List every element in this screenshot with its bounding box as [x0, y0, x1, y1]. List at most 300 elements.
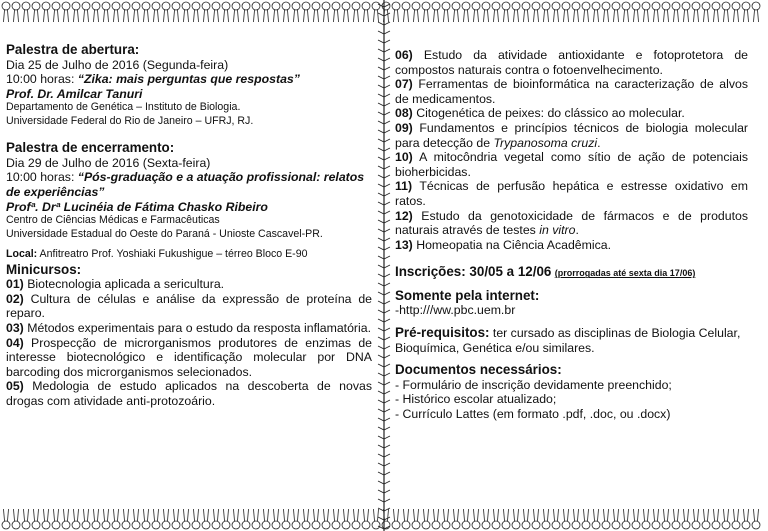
lipid-head-icon: [602, 521, 610, 529]
lipid-tail-icon: [474, 509, 479, 521]
lipid-head-icon: [352, 521, 360, 529]
closing-time-line: [6, 170, 372, 199]
lipid-tail-icon: [734, 10, 739, 22]
documentos-label: Documentos necessários:: [395, 362, 562, 378]
lipid-tail-icon: [344, 10, 349, 22]
lipid-head-icon: [452, 521, 460, 529]
minicurso-text: Prospecção de microrganismos produtores de enzimas de interesse biotecnológico e identificação molecular por DNA barcoding dos microrganismos selecionados.: [6, 335, 372, 379]
lipid-tail-icon: [614, 509, 619, 521]
inscricoes-label: Inscrições: 30/05 a 12/06: [395, 264, 552, 280]
lipid-head-icon: [142, 2, 150, 10]
lipid-tail-icon: [564, 509, 569, 521]
lipid-tail-icon: [194, 10, 199, 22]
lipid-head-icon: [352, 2, 360, 10]
lipid-head-icon: [602, 2, 610, 10]
lipid-tail-icon: [484, 509, 489, 521]
lipid-head-icon: [612, 521, 620, 529]
minicurso-text: Ferramentas de bioinformática na caracterização de alvos de medicamentos.: [395, 77, 748, 106]
lipid-tail-icon: [374, 10, 379, 22]
lipid-head-icon: [272, 2, 280, 10]
lipid-head-icon: [412, 521, 420, 529]
lipid-head-icon: [302, 2, 310, 10]
lipid-tail-icon: [304, 509, 309, 521]
lipid-head-icon: [682, 521, 690, 529]
lipid-head-icon: [482, 2, 490, 10]
lipid-head-icon: [462, 521, 470, 529]
lipid-head-icon: [532, 521, 540, 529]
lipid-head-icon: [182, 2, 190, 10]
lipid-head-icon: [432, 2, 440, 10]
lipid-tail-icon: [694, 10, 699, 22]
lipid-tail-icon: [54, 10, 59, 22]
minicurso-text: Biotecnologia aplicada a sericultura.: [23, 277, 225, 292]
lipid-head-icon: [162, 521, 170, 529]
lipid-head-icon: [342, 521, 350, 529]
lipid-tail-icon: [414, 509, 419, 521]
lipid-head-icon: [752, 521, 760, 529]
lipid-tail-icon: [84, 10, 89, 22]
lipid-tail-icon: [444, 509, 449, 521]
closing-heading: Palestra de encerramento:: [6, 140, 175, 156]
lipid-tail-icon: [234, 10, 239, 22]
lipid-tail-icon: [94, 10, 99, 22]
minicurso-number: 01): [6, 277, 24, 292]
lipid-tail-icon: [484, 10, 489, 22]
lipid-head-icon: [442, 2, 450, 10]
lipid-tail-icon: [654, 10, 659, 22]
minicurso-item: [395, 179, 748, 208]
minicurso-text: Citogenética de peixes: do clássico ao molecular.: [412, 106, 685, 121]
lipid-head-icon: [622, 2, 630, 10]
lipid-head-icon: [732, 2, 740, 10]
lipid-head-icon: [122, 521, 130, 529]
lipid-tail-icon: [14, 509, 19, 521]
lipid-tail-icon: [744, 509, 749, 521]
opening-date: Dia 25 de Julho de 2016 (Segunda-feira): [6, 57, 229, 72]
lipid-tail-icon: [174, 509, 179, 521]
minicurso-number: 10): [395, 150, 413, 165]
lipid-tail-icon: [144, 509, 149, 521]
lipid-head-icon: [222, 521, 230, 529]
lipid-tail-icon: [264, 10, 269, 22]
opening-heading: Palestra de abertura:: [6, 42, 140, 57]
lipid-head-icon: [482, 521, 490, 529]
minicurso-text: Fundamentos e princípios técnicos de biologia molecular para detecção de: [395, 120, 748, 150]
lipid-tail-icon: [494, 509, 499, 521]
lipid-head-icon: [282, 2, 290, 10]
lipid-tail-icon: [234, 509, 239, 521]
lipid-tail-icon: [684, 10, 689, 22]
lipid-tail-icon: [434, 10, 439, 22]
lipid-tail-icon: [504, 10, 509, 22]
lipid-tail-icon: [694, 509, 699, 521]
lipid-head-icon: [412, 2, 420, 10]
lipid-head-icon: [212, 2, 220, 10]
lipid-tail-icon: [444, 10, 449, 22]
lipid-tail-icon: [74, 10, 79, 22]
lipid-head-icon: [62, 521, 70, 529]
lipid-head-icon: [392, 2, 400, 10]
lipid-head-icon: [302, 521, 310, 529]
opening-title: “Zika: mais perguntas que respostas”: [77, 72, 300, 87]
local-line: [6, 248, 372, 262]
lipid-head-icon: [702, 521, 710, 529]
lipid-tail-icon: [624, 509, 629, 521]
lipid-tail-icon: [744, 10, 749, 22]
lipid-head-icon: [82, 2, 90, 10]
lipid-tail-icon: [214, 509, 219, 521]
lipid-tail-icon: [424, 10, 429, 22]
minicurso-italic: Trypanosoma cruzi: [493, 135, 598, 150]
left-column: [6, 42, 372, 409]
lipid-head-icon: [492, 521, 500, 529]
lipid-head-icon: [582, 2, 590, 10]
lipid-tail-icon: [354, 10, 359, 22]
prereq-text: ter cursado as disciplinas de Biologia Celular, Bioquímica, Genética e/ou similares.: [395, 326, 741, 355]
lipid-head-icon: [642, 521, 650, 529]
lipid-tail-icon: [634, 509, 639, 521]
minicurso-text: Estudo da atividade antioxidante e fotoprotetora de compostos naturais contra o fotoenvelhecimento.: [395, 48, 748, 77]
lipid-tail-icon: [54, 509, 59, 521]
documento-item: - Histórico escolar atualizado;: [395, 392, 557, 407]
lipid-head-icon: [722, 2, 730, 10]
minicurso-item: [6, 321, 372, 336]
lipid-head-icon: [492, 2, 500, 10]
documento-item: - Formulário de inscrição devidamente preenchido;: [395, 377, 672, 392]
lipid-head-icon: [32, 521, 40, 529]
minicurso-italic: in vitro: [539, 223, 576, 238]
lipid-tail-icon: [664, 509, 669, 521]
lipid-tail-icon: [554, 509, 559, 521]
lipid-head-icon: [22, 2, 30, 10]
closing-time: 10:00 horas:: [6, 170, 78, 185]
opening-univ: Universidade Federal do Rio de Janeiro – UFRJ, RJ.: [6, 114, 254, 127]
lipid-head-icon: [342, 2, 350, 10]
lipid-head-icon: [692, 521, 700, 529]
opening-time: 10:00 horas:: [6, 72, 78, 87]
minicurso-text: Métodos experimentais para o estudo da resposta inflamatória.: [23, 320, 372, 335]
lipid-tail-icon: [584, 509, 589, 521]
lipid-tail-icon: [324, 10, 329, 22]
lipid-tail-icon: [64, 10, 69, 22]
minicurso-after: .: [575, 223, 579, 238]
lipid-tail-icon: [454, 509, 459, 521]
lipid-head-icon: [652, 521, 660, 529]
minicurso-item: [6, 277, 372, 292]
lipid-head-icon: [92, 521, 100, 529]
lipid-tail-icon: [594, 509, 599, 521]
lipid-head-icon: [522, 521, 530, 529]
lipid-tail-icon: [604, 10, 609, 22]
lipid-tail-icon: [74, 509, 79, 521]
minicurso-item: [395, 48, 748, 77]
lipid-head-icon: [552, 521, 560, 529]
lipid-tail-icon: [454, 10, 459, 22]
inscricoes-note: (prorrogadas até sexta dia 17/06): [554, 268, 696, 279]
lipid-tail-icon: [344, 509, 349, 521]
minicurso-text: Estudo da genotoxicidade de fármacos e de produtos naturais através de testes: [395, 208, 748, 238]
lipid-tail-icon: [94, 509, 99, 521]
lipid-head-icon: [682, 2, 690, 10]
lipid-tail-icon: [244, 509, 249, 521]
minicurso-item: [6, 336, 372, 380]
lipid-tail-icon: [64, 509, 69, 521]
lipid-head-icon: [632, 521, 640, 529]
lipid-tail-icon: [714, 509, 719, 521]
lipid-head-icon: [192, 521, 200, 529]
lipid-head-icon: [662, 2, 670, 10]
lipid-tail-icon: [114, 509, 119, 521]
minicurso-item: [6, 292, 372, 321]
lipid-head-icon: [252, 2, 260, 10]
lipid-head-icon: [532, 2, 540, 10]
lipid-tail-icon: [354, 509, 359, 521]
lipid-tail-icon: [84, 509, 89, 521]
internet-url: -http:///ww.pbc.uem.br: [395, 303, 516, 318]
lipid-head-icon: [332, 2, 340, 10]
lipid-head-icon: [722, 521, 730, 529]
lipid-tail-icon: [264, 509, 269, 521]
lipid-head-icon: [572, 521, 580, 529]
lipid-head-icon: [52, 521, 60, 529]
minicursos-list-right: [395, 48, 748, 252]
minicurso-item: [395, 238, 748, 253]
lipid-tail-icon: [134, 10, 139, 22]
lipid-head-icon: [222, 2, 230, 10]
lipid-head-icon: [542, 521, 550, 529]
lipid-tail-icon: [144, 10, 149, 22]
lipid-head-icon: [42, 521, 50, 529]
lipid-head-icon: [512, 521, 520, 529]
minicurso-number: 05): [6, 379, 24, 394]
lipid-head-icon: [562, 521, 570, 529]
lipid-head-icon: [172, 521, 180, 529]
lipid-head-icon: [312, 2, 320, 10]
lipid-head-icon: [152, 2, 160, 10]
lipid-tail-icon: [274, 509, 279, 521]
minicurso-number: 06): [395, 48, 413, 62]
lipid-tail-icon: [644, 10, 649, 22]
minicurso-number: 08): [395, 106, 413, 121]
lipid-head-icon: [372, 521, 380, 529]
lipid-tail-icon: [284, 509, 289, 521]
lipid-tail-icon: [614, 10, 619, 22]
lipid-head-icon: [732, 521, 740, 529]
documento-item: - Currículo Lattes (em formato .pdf, .doc, ou .docx): [395, 406, 671, 421]
lipid-tail-icon: [204, 509, 209, 521]
lipid-head-icon: [252, 521, 260, 529]
minicurso-item: [395, 150, 748, 179]
lipid-head-icon: [122, 2, 130, 10]
lipid-tail-icon: [464, 509, 469, 521]
lipid-tail-icon: [514, 10, 519, 22]
lipid-head-icon: [52, 2, 60, 10]
lipid-tail-icon: [294, 509, 299, 521]
minicurso-number: 09): [395, 120, 413, 135]
lipid-tail-icon: [334, 10, 339, 22]
lipid-tail-icon: [414, 10, 419, 22]
lipid-tail-icon: [704, 10, 709, 22]
lipid-tail-icon: [724, 509, 729, 521]
lipid-tail-icon: [104, 509, 109, 521]
lipid-tail-icon: [304, 10, 309, 22]
lipid-tail-icon: [204, 10, 209, 22]
lipid-tail-icon: [184, 509, 189, 521]
minicurso-item: [395, 209, 748, 238]
minicurso-number: 11): [395, 179, 413, 194]
lipid-head-icon: [102, 2, 110, 10]
lipid-tail-icon: [374, 509, 379, 521]
lipid-tail-icon: [464, 10, 469, 22]
minicurso-number: 07): [395, 77, 413, 92]
local-text: Anfitreatro Prof. Yoshiaki Fukushigue – térreo Bloco E-90: [37, 248, 308, 261]
lipid-head-icon: [592, 521, 600, 529]
lipid-tail-icon: [664, 10, 669, 22]
lipid-head-icon: [32, 2, 40, 10]
lipid-head-icon: [92, 2, 100, 10]
lipid-tail-icon: [124, 509, 129, 521]
closing-title: “Pós-graduação e a atuação profissional: relatos de experiências”: [6, 170, 365, 199]
lipid-tail-icon: [394, 509, 399, 521]
lipid-tail-icon: [164, 509, 169, 521]
lipid-head-icon: [462, 2, 470, 10]
lipid-tail-icon: [654, 509, 659, 521]
documentos-list: [395, 378, 748, 422]
minicurso-number: 12): [395, 208, 413, 223]
lipid-head-icon: [132, 2, 140, 10]
lipid-tail-icon: [404, 10, 409, 22]
lipid-head-icon: [112, 521, 120, 529]
lipid-head-icon: [2, 521, 10, 529]
lipid-tail-icon: [274, 10, 279, 22]
lipid-head-icon: [742, 521, 750, 529]
lipid-tail-icon: [154, 10, 159, 22]
lipid-tail-icon: [544, 10, 549, 22]
lipid-head-icon: [292, 2, 300, 10]
lipid-head-icon: [742, 2, 750, 10]
lipid-tail-icon: [314, 509, 319, 521]
minicurso-number: 04): [6, 335, 24, 350]
closing-center: Centro de Ciências Médicas e Farmacêuticas: [6, 214, 220, 227]
lipid-head-icon: [622, 521, 630, 529]
minicursos-heading: Minicursos:: [6, 261, 82, 277]
lipid-tail-icon: [714, 10, 719, 22]
lipid-tail-icon: [514, 509, 519, 521]
lipid-head-icon: [502, 521, 510, 529]
lipid-tail-icon: [124, 10, 129, 22]
lipid-head-icon: [652, 2, 660, 10]
lipid-head-icon: [362, 2, 370, 10]
lipid-tail-icon: [194, 509, 199, 521]
lipid-tail-icon: [574, 10, 579, 22]
lipid-head-icon: [262, 521, 270, 529]
lipid-tail-icon: [174, 10, 179, 22]
lipid-tail-icon: [244, 10, 249, 22]
opening-time-line: [6, 72, 372, 87]
lipid-head-icon: [332, 521, 340, 529]
lipid-head-icon: [42, 2, 50, 10]
lipid-tail-icon: [224, 10, 229, 22]
right-column: [395, 48, 748, 421]
lipid-tail-icon: [364, 10, 369, 22]
lipid-tail-icon: [24, 10, 29, 22]
lipid-tail-icon: [34, 509, 39, 521]
minicurso-item: [395, 77, 748, 106]
prereq-label: Pré-requisitos:: [395, 325, 490, 340]
lipid-head-icon: [202, 2, 210, 10]
lipid-tail-icon: [684, 509, 689, 521]
lipid-head-icon: [572, 2, 580, 10]
lipid-head-icon: [362, 521, 370, 529]
lipid-tail-icon: [754, 509, 759, 521]
lipid-tail-icon: [254, 10, 259, 22]
lipid-head-icon: [212, 521, 220, 529]
lipid-tail-icon: [24, 509, 29, 521]
lipid-head-icon: [592, 2, 600, 10]
lipid-head-icon: [582, 521, 590, 529]
lipid-tail-icon: [424, 509, 429, 521]
lipid-head-icon: [672, 521, 680, 529]
lipid-head-icon: [472, 521, 480, 529]
lipid-head-icon: [112, 2, 120, 10]
lipid-tail-icon: [534, 509, 539, 521]
lipid-tail-icon: [14, 10, 19, 22]
minicursos-list-left: [6, 277, 372, 408]
lipid-tail-icon: [524, 509, 529, 521]
lipid-head-icon: [282, 521, 290, 529]
lipid-head-icon: [262, 2, 270, 10]
minicurso-text: A mitocôndria vegetal como sítio de ação de potenciais bioherbicidas.: [395, 150, 748, 179]
lipid-head-icon: [2, 2, 10, 10]
minicurso-after: .: [597, 135, 601, 150]
lipid-head-icon: [642, 2, 650, 10]
lipid-tail-icon: [544, 509, 549, 521]
lipid-tail-icon: [504, 509, 509, 521]
lipid-head-icon: [712, 521, 720, 529]
lipid-tail-icon: [644, 509, 649, 521]
lipid-head-icon: [552, 2, 560, 10]
minicurso-item: [395, 121, 748, 150]
lipid-head-icon: [442, 521, 450, 529]
lipid-tail-icon: [324, 509, 329, 521]
lipid-tail-icon: [104, 10, 109, 22]
lipid-head-icon: [82, 521, 90, 529]
lipid-head-icon: [322, 521, 330, 529]
lipid-head-icon: [372, 2, 380, 10]
lipid-head-icon: [242, 2, 250, 10]
lipid-head-icon: [182, 521, 190, 529]
lipid-tail-icon: [334, 509, 339, 521]
lipid-head-icon: [232, 2, 240, 10]
lipid-head-icon: [402, 2, 410, 10]
inscricoes-line: [395, 264, 748, 281]
lipid-tail-icon: [34, 10, 39, 22]
lipid-tail-icon: [314, 10, 319, 22]
lipid-tail-icon: [674, 10, 679, 22]
minicurso-number: 03): [6, 320, 24, 335]
lipid-head-icon: [152, 521, 160, 529]
lipid-head-icon: [402, 521, 410, 529]
lipid-head-icon: [632, 2, 640, 10]
lipid-tail-icon: [294, 10, 299, 22]
lipid-head-icon: [12, 521, 20, 529]
lipid-tail-icon: [584, 10, 589, 22]
lipid-head-icon: [562, 2, 570, 10]
lipid-head-icon: [142, 521, 150, 529]
lipid-tail-icon: [164, 10, 169, 22]
lipid-head-icon: [312, 521, 320, 529]
lipid-head-icon: [542, 2, 550, 10]
